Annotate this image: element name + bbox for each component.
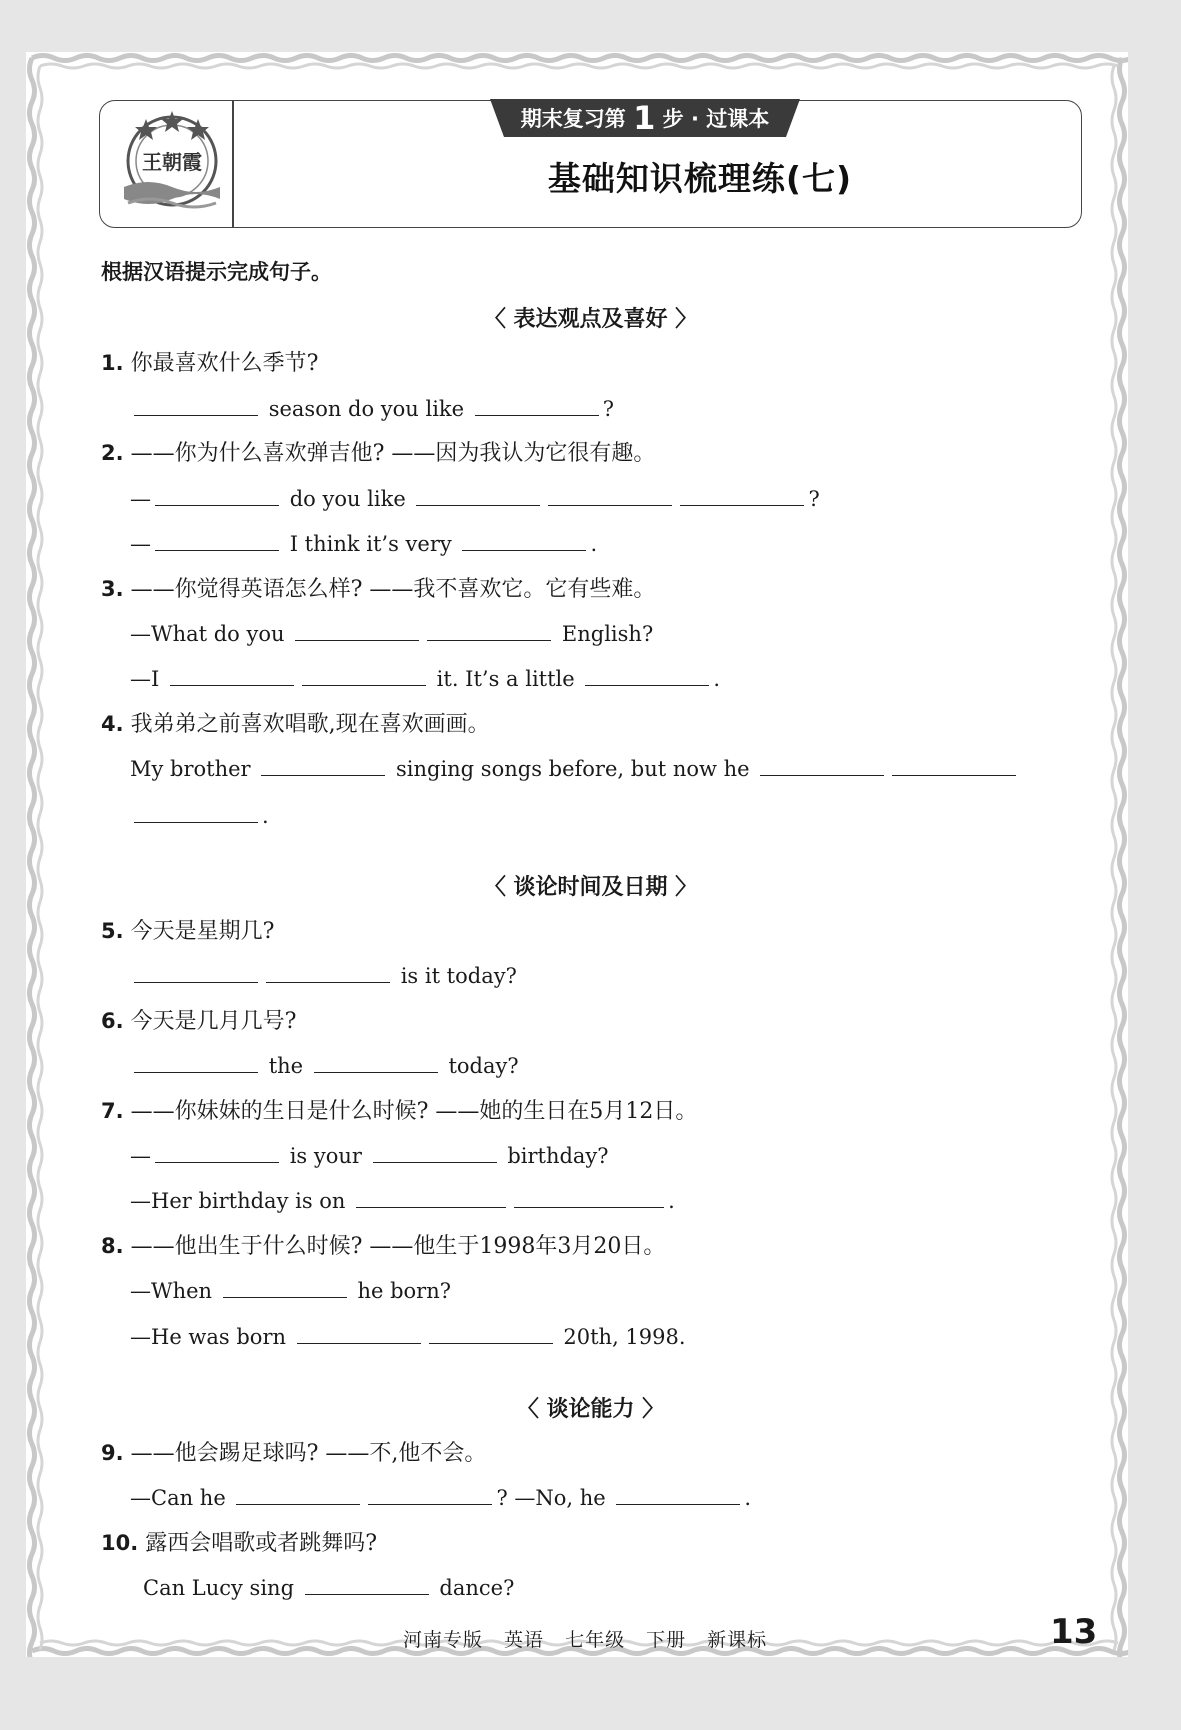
- answer-blank[interactable]: [236, 1482, 360, 1505]
- question-prompt: 你最喜欢什么季节?: [130, 351, 319, 376]
- question-2: [101, 436, 655, 467]
- answer-text: today?: [448, 1054, 519, 1078]
- page-title: 基础知识梳理练(七): [547, 159, 853, 198]
- step-label: [490, 99, 800, 137]
- answer-blank[interactable]: [134, 393, 258, 416]
- answer-text: season do you like: [268, 397, 465, 421]
- answer-text: he born?: [357, 1279, 451, 1303]
- answer-text: —He was born: [130, 1325, 287, 1349]
- answer-text: —Can he: [130, 1486, 226, 1510]
- answer-blank[interactable]: [548, 483, 672, 506]
- question-number: 2.: [101, 441, 124, 465]
- section-title-opinions: 〈 表达观点及喜好 〉: [483, 307, 698, 332]
- answer-text: —: [130, 532, 151, 556]
- answer-text: —: [130, 1144, 151, 1168]
- publisher-logo: [118, 107, 226, 221]
- question-number: 6.: [101, 1009, 124, 1033]
- question-number: 10.: [101, 1531, 139, 1555]
- answer-text: .: [262, 804, 269, 828]
- section-title-time-date: 〈 谈论时间及日期 〉: [483, 875, 698, 900]
- step-number: 1: [633, 99, 656, 137]
- answer-blank[interactable]: [462, 528, 586, 551]
- step-suffix: 步 · 过课本: [662, 107, 770, 131]
- logo-text: 王朝霞: [142, 150, 202, 174]
- answer-text: —I: [130, 667, 160, 691]
- answer-blank[interactable]: [134, 1050, 258, 1073]
- answer-blank[interactable]: [760, 753, 884, 776]
- answer-blank[interactable]: [155, 483, 279, 506]
- answer-text: I think it’s very: [289, 532, 452, 556]
- answer-blank[interactable]: [892, 753, 1016, 776]
- answer-text: ? —No, he: [496, 1486, 606, 1510]
- answer-blank[interactable]: [680, 483, 804, 506]
- section-title-ability: 〈 谈论能力 〉: [516, 1397, 665, 1422]
- question-5: [101, 914, 274, 945]
- answer-blank[interactable]: [429, 1321, 553, 1344]
- answer-line: [130, 753, 1020, 781]
- question-prompt: 今天是星期几?: [130, 919, 275, 944]
- question-prompt: 露西会唱歌或者跳舞吗?: [145, 1531, 377, 1556]
- answer-blank[interactable]: [223, 1275, 347, 1298]
- answer-line: [130, 1185, 675, 1213]
- question-prompt: 我弟弟之前喜欢唱歌,现在喜欢画画。: [130, 712, 490, 737]
- answer-blank[interactable]: [297, 1321, 421, 1344]
- answer-text: ?: [602, 397, 615, 421]
- question-7: [101, 1094, 697, 1125]
- answer-text: singing songs before, but now he: [395, 757, 750, 781]
- answer-text: the: [268, 1054, 304, 1078]
- answer-blank[interactable]: [475, 393, 599, 416]
- question-number: 9.: [101, 1441, 124, 1465]
- answer-text: .: [590, 532, 598, 556]
- answer-blank[interactable]: [585, 663, 709, 686]
- page-number: 13: [1050, 1612, 1098, 1652]
- footer-info: 河南专版 英语 七年级 下册 新课标: [403, 1629, 768, 1651]
- question-prompt: ——他出生于什么时候? ——他生于1998年3月20日。: [130, 1234, 666, 1259]
- answer-text: .: [744, 1486, 752, 1510]
- step-prefix: 期末复习第: [520, 107, 626, 131]
- question-4: [101, 707, 490, 738]
- answer-line: [130, 960, 517, 988]
- answer-text: do you like: [289, 487, 406, 511]
- answer-text: is your: [289, 1144, 362, 1168]
- answer-text: 20th, 1998.: [563, 1325, 686, 1349]
- answer-blank[interactable]: [266, 960, 390, 983]
- answer-line: [143, 1572, 514, 1600]
- question-prompt: 今天是几月几号?: [130, 1009, 297, 1034]
- step-tab: [490, 99, 800, 139]
- answer-text: is it today?: [400, 964, 517, 988]
- answer-blank[interactable]: [155, 528, 279, 551]
- question-number: 3.: [101, 577, 124, 601]
- answer-line: [130, 800, 269, 828]
- answer-text: —When: [130, 1279, 213, 1303]
- answer-blank[interactable]: [155, 1140, 279, 1163]
- header-box: [99, 100, 1082, 228]
- answer-line: [130, 483, 820, 511]
- answer-text: English?: [561, 622, 654, 646]
- question-number: 4.: [101, 712, 124, 736]
- answer-blank[interactable]: [616, 1482, 740, 1505]
- answer-line: [130, 1050, 519, 1078]
- question-number: 8.: [101, 1234, 124, 1258]
- header-divider: [232, 101, 234, 227]
- answer-text: —Her birthday is on: [130, 1189, 346, 1213]
- question-number: 5.: [101, 919, 124, 943]
- answer-text: ?: [808, 487, 820, 511]
- answer-line: [130, 1482, 751, 1510]
- answer-blank[interactable]: [416, 483, 540, 506]
- answer-text: it. It’s a little: [436, 667, 575, 691]
- question-prompt: ——他会踢足球吗? ——不,他不会。: [130, 1441, 487, 1466]
- answer-blank[interactable]: [295, 618, 419, 641]
- answer-line: [130, 1140, 609, 1168]
- question-prompt: ——你觉得英语怎么样? ——我不喜欢它。它有些难。: [130, 577, 656, 602]
- answer-text: —: [130, 487, 151, 511]
- answer-blank[interactable]: [134, 960, 258, 983]
- answer-text: Can Lucy sing: [143, 1576, 295, 1600]
- answer-blank[interactable]: [261, 753, 385, 776]
- answer-blank[interactable]: [134, 800, 258, 823]
- answer-blank[interactable]: [302, 663, 426, 686]
- answer-text: birthday?: [507, 1144, 609, 1168]
- question-6: [101, 1004, 296, 1035]
- answer-line: [130, 1275, 451, 1303]
- answer-line: [130, 1321, 686, 1349]
- answer-text: .: [713, 667, 721, 691]
- answer-line: [130, 618, 653, 646]
- question-9: [101, 1436, 486, 1467]
- question-number: 7.: [101, 1099, 124, 1123]
- question-1: [101, 346, 318, 377]
- question-8: [101, 1229, 665, 1260]
- question-prompt: ——你为什么喜欢弹吉他? ——因为我认为它很有趣。: [130, 441, 656, 466]
- answer-blank[interactable]: [373, 1140, 497, 1163]
- instruction: 根据汉语提示完成句子。: [101, 260, 332, 284]
- answer-text: —What do you: [130, 622, 285, 646]
- answer-text: .: [668, 1189, 675, 1213]
- answer-text: My brother: [130, 757, 251, 781]
- question-number: 1.: [101, 351, 124, 375]
- answer-blank[interactable]: [427, 618, 551, 641]
- answer-blank[interactable]: [170, 663, 294, 686]
- answer-text: dance?: [439, 1576, 515, 1600]
- question-3: [101, 572, 655, 603]
- answer-line: [130, 528, 597, 556]
- answer-line: [130, 663, 720, 691]
- question-10: [101, 1526, 377, 1557]
- answer-line: [130, 393, 614, 421]
- answer-blank[interactable]: [368, 1482, 492, 1505]
- question-prompt: ——你妹妹的生日是什么时候? ——她的生日在5月12日。: [130, 1099, 698, 1124]
- answer-blank[interactable]: [356, 1185, 506, 1208]
- answer-blank[interactable]: [514, 1185, 664, 1208]
- answer-blank[interactable]: [314, 1050, 438, 1073]
- answer-blank[interactable]: [305, 1572, 429, 1595]
